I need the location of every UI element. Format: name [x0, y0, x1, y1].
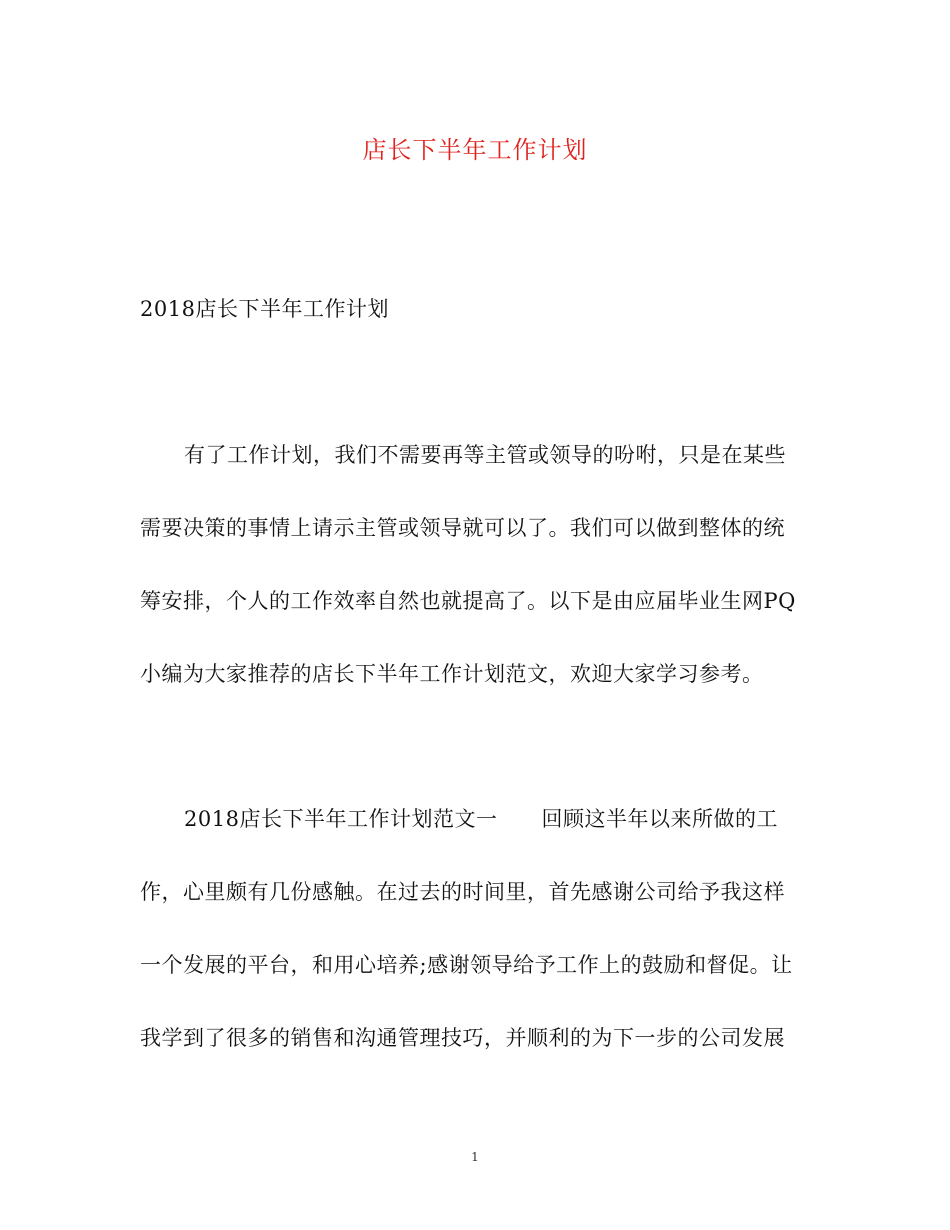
section-heading: 2018店长下半年工作计划范文一	[184, 807, 498, 831]
paragraph-line: 有了工作计划，我们不需要再等主管或领导的吩咐，只是在某些	[184, 443, 786, 467]
section-first-text: 回顾这半年以来所做的工	[541, 807, 778, 831]
document-title: 店长下半年工作计划	[362, 136, 588, 164]
paragraph-line: 作，心里颇有几份感触。在过去的时间里，首先感谢公司给予我这样	[140, 880, 785, 904]
paragraph-line: 筹安排，个人的工作效率自然也就提高了。以下是由应届毕业生网PQ	[140, 589, 796, 613]
paragraph-line: 需要决策的事情上请示主管或领导就可以了。我们可以做到整体的统	[140, 516, 785, 540]
paragraph-line: 一个发展的平台，和用心培养;感谢领导给予工作上的鼓励和督促。让	[140, 953, 793, 977]
page-number: 1	[471, 1150, 479, 1164]
document-subtitle: 2018店长下半年工作计划	[140, 297, 389, 321]
paragraph-line: 小编为大家推荐的店长下半年工作计划范文，欢迎大家学习参考。	[140, 662, 764, 686]
paragraph-line: 我学到了很多的销售和沟通管理技巧，并顺利的为下一步的公司发展	[140, 1026, 785, 1050]
section-first-line	[184, 803, 778, 833]
